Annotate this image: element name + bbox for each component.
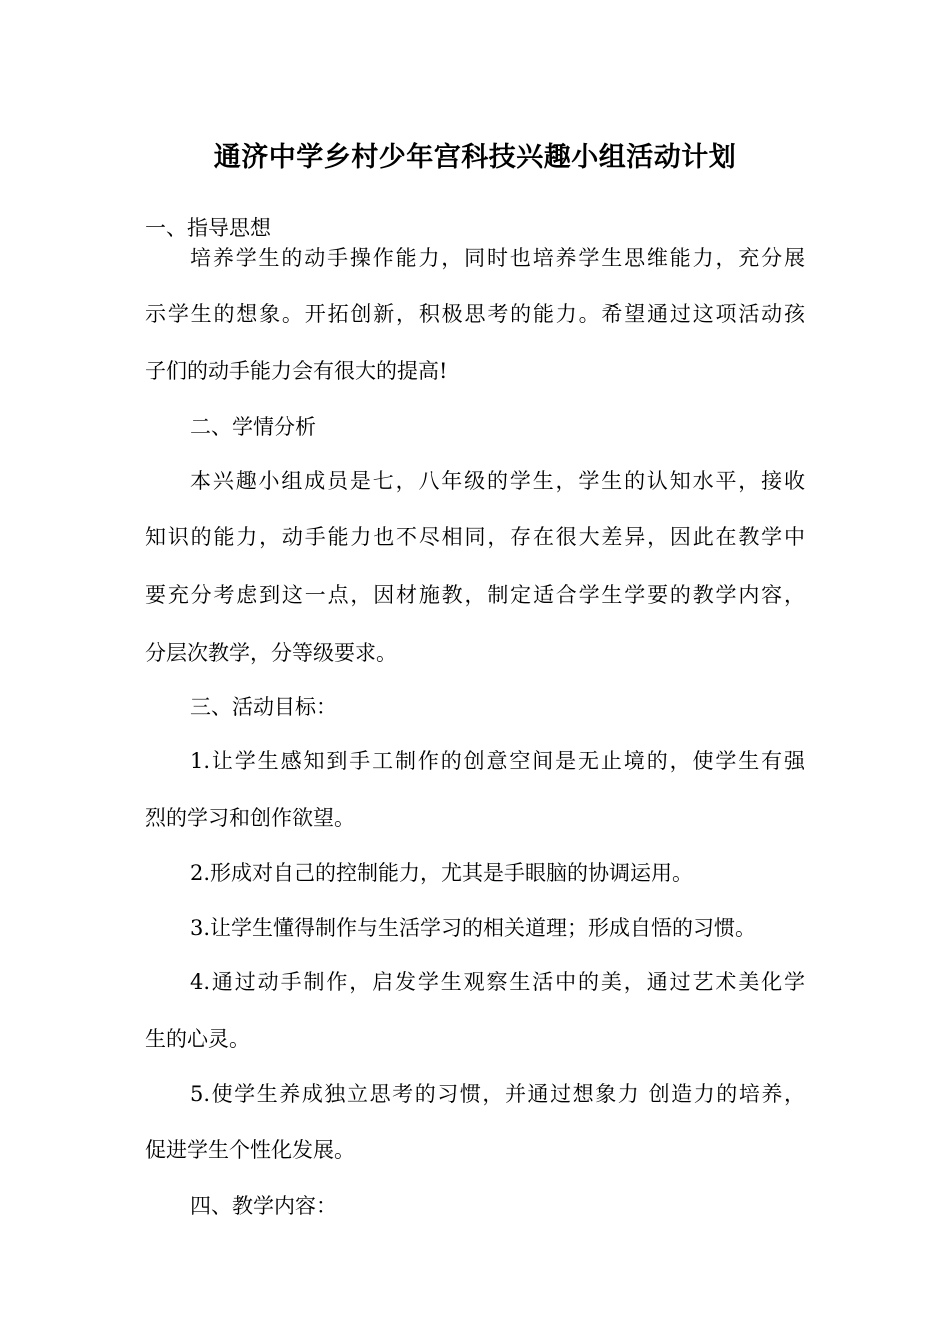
list-item-line: 5.使学生养成独立思考的习惯，并通过想象力 创造力的培养，	[190, 1082, 805, 1106]
list-item-line: 促进学生个性化发展。	[145, 1138, 355, 1162]
list-item-line: 烈的学习和创作欲望。	[145, 806, 355, 830]
section-heading-guiding-thought: 一、指导思想	[145, 216, 271, 240]
paragraph-line: 知识的能力，动手能力也不尽相同，存在很大差异，因此在教学中	[145, 525, 805, 549]
paragraph-line: 示学生的想象。开拓创新，积极思考的能力。希望通过这项活动孩	[145, 302, 805, 326]
paragraph-line: 要充分考虑到这一点，因材施教，制定适合学生学要的教学内容，	[145, 583, 805, 607]
list-item-line: 3.让学生懂得制作与生活学习的相关道理；形成自悟的习惯。	[190, 916, 757, 940]
paragraph-line: 培养学生的动手操作能力，同时也培养学生思维能力，充分展	[190, 246, 805, 270]
section-heading-situation-analysis: 二、学情分析	[190, 415, 316, 439]
paragraph-line: 分层次教学，分等级要求。	[145, 641, 397, 665]
list-item-line: 2.形成对自己的控制能力，尤其是手眼脑的协调运用。	[190, 861, 694, 885]
list-item-line: 4.通过动手制作，启发学生观察生活中的美，通过艺术美化学	[190, 970, 805, 994]
list-item-line: 生的心灵。	[145, 1027, 250, 1051]
section-heading-teaching-content: 四、教学内容：	[190, 1194, 337, 1218]
paragraph-line: 子们的动手能力会有很大的提高!	[145, 359, 448, 383]
list-item-line: 1.让学生感知到手工制作的创意空间是无止境的，使学生有强	[190, 749, 805, 773]
paragraph-line: 本兴趣小组成员是七，八年级的学生，学生的认知水平，接收	[190, 469, 805, 493]
document-title: 通济中学乡村少年宫科技兴趣小组活动计划	[213, 142, 737, 173]
section-heading-activity-goals: 三、活动目标：	[190, 695, 337, 719]
